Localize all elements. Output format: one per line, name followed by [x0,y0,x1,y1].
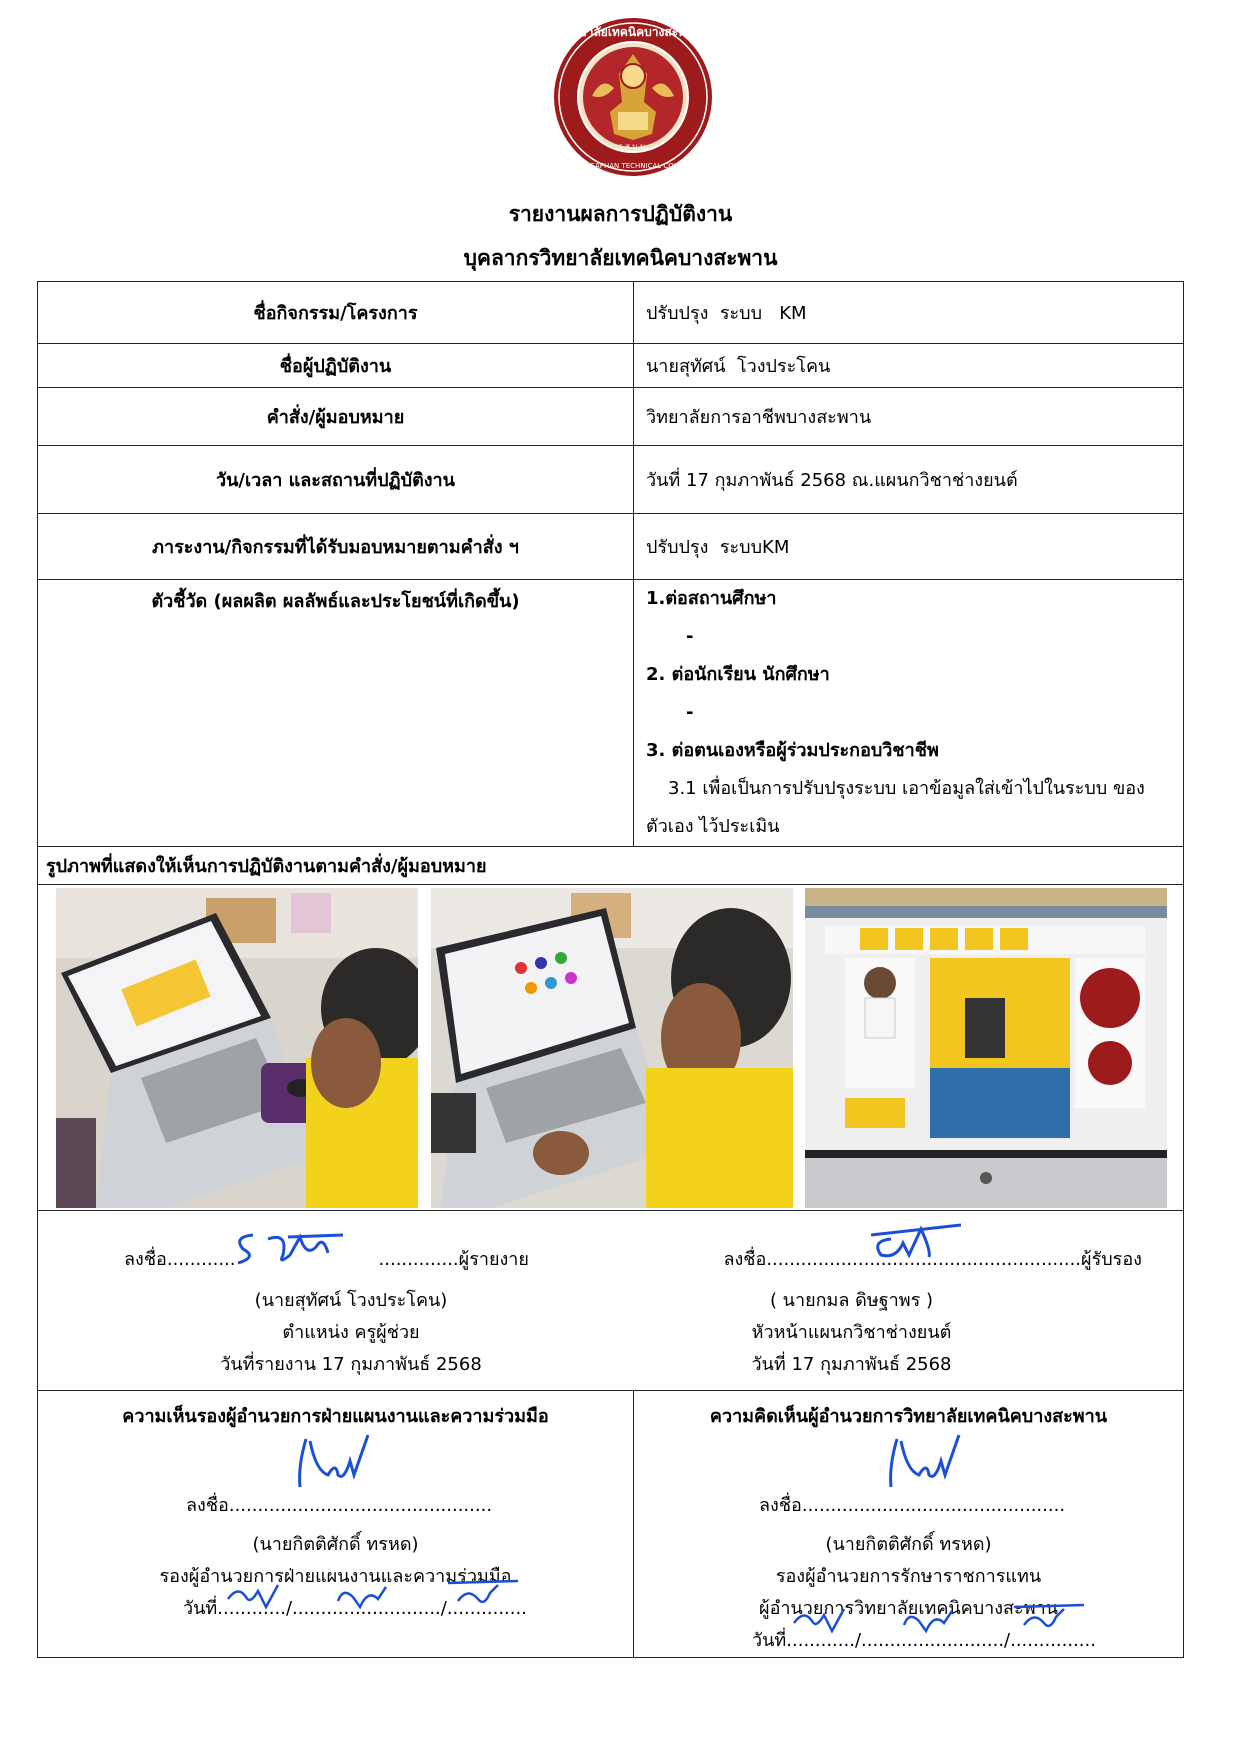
indicator-item-2: 2. ต่อนักเรียน นักศึกษา [646,664,830,685]
photo-work-1 [56,888,418,1208]
opinion-right-heading: ความคิดเห็นผู้อำนวยการวิทยาลัยเทคนิคบางสะพาน [709,1406,1108,1427]
task-value: ปรับปรุง ระบบKM [634,514,1184,580]
opinion-left-date-handwriting [218,1579,538,1613]
report-table [37,281,1184,1658]
opinion-right-date: วันที่............/........................./............... [752,1630,1096,1651]
opinion-left-signature [288,1431,388,1491]
opinion-left-sign: ลงชื่อ.............................................. [186,1495,493,1516]
approver-block [641,1221,1183,1381]
performer-value: นายสุทัศน์ โวงประโคน [634,344,1184,388]
row-order [38,388,1184,446]
approver-date: วันที่ 17 กุมภาพันธ์ 2568 [751,1353,952,1375]
row-performer [38,344,1184,388]
row-task [38,514,1184,580]
order-label: คำสั่ง/ผู้มอบหมาย [38,388,634,446]
opinion-left-position: รองผู้อำนวยการฝ่ายแผนงานและความร่วมมือ [159,1566,512,1587]
activity-label: ชื่อกิจกรรม/โครงการ [38,282,634,344]
indicator-item-1: 1.ต่อสถานศึกษา [646,588,777,609]
approver-name: ( นายกมล ดิษฐาพร ) [769,1289,934,1311]
activity-value: ปรับปรุง ระบบ KM [634,282,1184,344]
order-value: วิทยาลัยการอาชีพบางสะพาน [634,388,1184,446]
photos-heading: รูปภาพที่แสดงให้เห็นการปฏิบัติงานตามคำสั่ง/ผู้มอบหมาย [38,847,1184,885]
opinion-right-position2: ผู้อำนวยการวิทยาลัยเทคนิคบางสะพาน [759,1598,1058,1619]
opinion-right-name: (นายกิตติศักดิ์ ทรหด) [825,1534,992,1555]
row-photos-heading [38,847,1184,885]
row-datetime [38,446,1184,514]
photos-cell [38,885,1184,1211]
college-logo [552,16,714,178]
performer-label: ชื่อผู้ปฏิบัติงาน [38,344,634,388]
opinion-left-name: (นายกิตติศักดิ์ ทรหด) [252,1534,419,1555]
opinion-right [634,1391,1184,1658]
indicator-item-3-1b: ตัวเอง ไว้ประเมิน [646,816,780,837]
task-label: ภาระงาน/กิจกรรมที่ได้รับมอบหมายตามคำสั่ง ฯ [38,514,634,580]
indicator-label: ตัวชี้วัด (ผลผลิต ผลลัพธ์และประโยชน์ที่เกิดขึ้น) [38,580,634,847]
logo-text-mid: ร.ส.บ.ม. [618,142,648,151]
approver-signature [851,1221,971,1261]
reporter-block [38,1221,641,1381]
photo-km-website [805,888,1167,1208]
reporter-sign-line: ลงชื่อ............ ..............ผู้รายงาย [124,1248,529,1270]
reporter-name: (นายสุทัศน์ โวงประโคน) [254,1289,448,1311]
row-photos [38,885,1184,1211]
indicator-dash-2: - [686,702,694,723]
logo-text-bottom: BANGSAPHAN TECHNICAL COLLEGE [570,162,696,170]
indicator-dash-1: - [686,626,694,647]
indicator-list [634,580,1184,847]
reporter-signature [228,1227,348,1267]
opinion-right-sign: ลงชื่อ.............................................. [759,1495,1066,1516]
report-subtitle: บุคลากรวิทยาลัยเทคนิคบางสะพาน [463,246,778,270]
opinion-right-signature [879,1431,979,1491]
reporter-position: ตำแหน่ง ครูผู้ช่วย [282,1321,420,1343]
opinion-right-date-handwriting [784,1603,1104,1637]
opinion-left-heading: ความเห็นรองผู้อำนวยการฝ่ายแผนงานและความร่วมมือ [122,1406,549,1427]
row-opinions [38,1391,1184,1658]
row-activity [38,282,1184,344]
signature-cell [38,1211,1184,1391]
row-indicator [38,580,1184,847]
logo-text-top: วิทยาลัยเทคนิคบางสะพาน [565,25,701,39]
photo-work-2 [431,888,793,1208]
indicator-item-3: 3. ต่อตนเองหรือผู้ร่วมประกอบวิชาชีพ [646,740,939,761]
approver-sign-line: ลงชื่อ.......................................................ผู้รับรอง [723,1248,1142,1270]
datetime-value: วันที่ 17 กุมภาพันธ์ 2568 ณ.แผนกวิชาช่างยนต์ [634,446,1184,514]
approver-position: หัวหน้าแผนกวิชาช่างยนต์ [751,1321,952,1343]
opinion-left-date: วันที่............/........................../.............. [183,1598,527,1619]
indicator-item-3-1: 3.1 เพื่อเป็นการปรับปรุงระบบ เอาข้อมูลใส่เข้าไปในระบบ ของ [668,778,1145,799]
datetime-label: วัน/เวลา และสถานที่ปฏิบัติงาน [38,446,634,514]
reporter-date: วันที่รายงาน 17 กุมภาพันธ์ 2568 [220,1353,482,1375]
row-signatures [38,1211,1184,1391]
opinion-right-position: รองผู้อำนวยการรักษาราชการแทน [775,1566,1042,1587]
opinion-left [38,1391,634,1658]
report-title: รายงานผลการปฏิบัติงาน [508,202,733,226]
